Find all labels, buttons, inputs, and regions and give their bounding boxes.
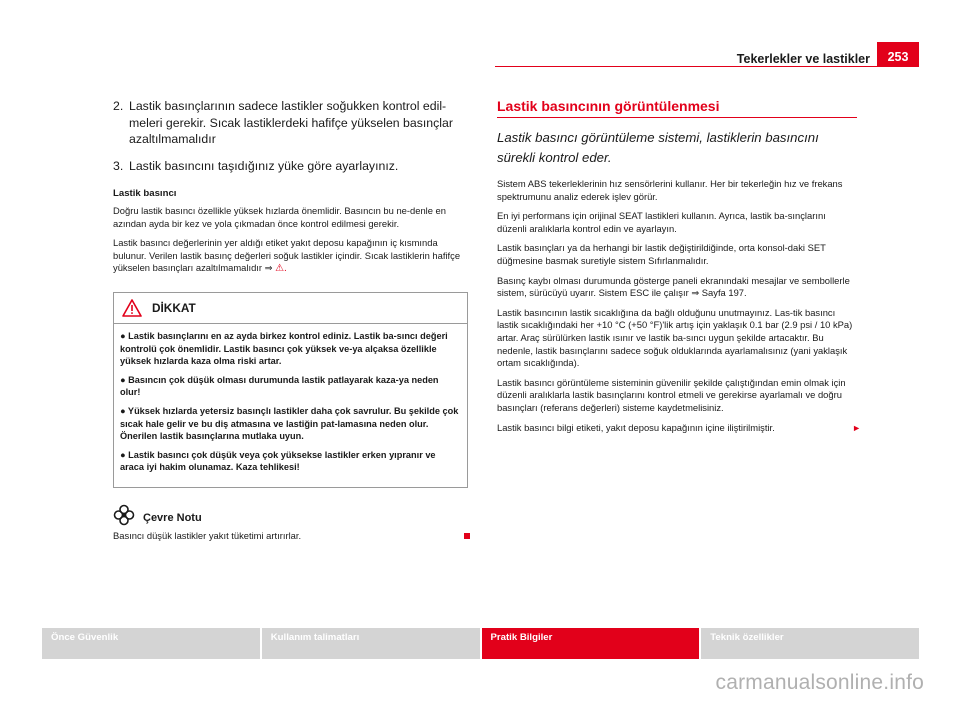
subheading-tire-pressure: Lastik basıncı (113, 188, 177, 199)
environment-note-header (113, 504, 468, 526)
paragraph-text: Lastik basıncı bilgi etiketi, yakıt deposu kapağının içine iliştirilmiştir. (497, 421, 775, 433)
warning-item: ● Lastik basıncı çok düşük veya çok yüksekse lastikler erken yıpranır ve araca iyi hakim olunamaz. Kaza tehlikesi! (120, 449, 436, 473)
tab-kullanim-talimatlari[interactable]: Kullanım talimatları (262, 628, 480, 659)
warning-item: ● Yüksek hızlarda yetersiz basınçlı lastikler daha çok savrulur. Bu şekilde çok sıcak hale gelir ve bu diş atmasına ve lastiğin pat-lamasına neden olur. Önerilen lastik basınçlarına mutlaka uyun. (120, 405, 459, 442)
warning-item: ● Basıncın çok düşük olması durumunda lastik patlayarak kaza-ya neden olur! (120, 374, 439, 398)
paragraph: Lastik basıncının lastik sıcaklığına da bağlı olduğunu unutmayınız. Las-tik basıncı lastik sıcaklığındaki her +10 °C (+50 °F)'lik artış için yaklaşık 0.1 bar (2.9 psi / 10 kPa) artar. Araç sürülürken lastik ısınır ve lastik ba-sıncı uygun şekilde artacaktır. Bu nedenle, lastik basınçlarını sadece soğuk olduklarında ayarlamalısınız (yani yaklaşık ortam sıcaklığında). (497, 306, 853, 369)
step-item (113, 98, 468, 148)
step-text: Lastik basınçlarının sadece lastikler soğukken kontrol edil-meleri gerekir. Sıcak lastiklerdeki hafifçe yükselen basınçlar azaltılmamalıdır (129, 99, 453, 146)
section-title: Lastik basıncının görüntülenmesi (497, 98, 857, 118)
continue-arrow-icon: ► (852, 422, 861, 433)
step-item (113, 158, 468, 175)
paragraph (497, 421, 861, 435)
paragraph: Doğru lastik basıncı özellikle yüksek hızlarda önemlidir. Basıncın bu ne-denle en azından ayda bir kez ve yola çıkmadan önce kontrol edilmesi gerekir. (113, 205, 446, 229)
running-header-title: Tekerlekler ve lastikler (736, 52, 870, 66)
step-text: Lastik basıncını taşıdığınız yüke göre ayarlayınız. (129, 158, 399, 173)
paragraph: Lastik basınçları ya da herhangi bir lastik değiştirildiğinde, orta konsol-daki SET düğmesine basmak suretiyle sistem Sıfırlanmalıdır. (497, 242, 826, 266)
paragraph: Basınç kaybı olması durumunda gösterge paneli ekranındaki mesajlar ve sembollerle sistem, sürücüyü uyarır. Sistem ESC ile çalışır ⇒ Sayfa 197. (497, 274, 850, 299)
warning-item: ● Lastik basınçlarını en az ayda birkez kontrol ediniz. Lastik ba-sıncı değeri kontrolü çok önemlidir. Lastik basıncı çok yüksek ve-ya alçaksa özellikle yüksek hızlarda kaza olma riski artar. (120, 330, 448, 367)
paragraph: Sistem ABS tekerleklerinin hız sensörlerini kullanır. Her bir tekerleğin hız ve frekans spektrumunu analiz ederek işlev görür. (497, 178, 843, 202)
environment-note-text (113, 530, 468, 541)
environment-note-title: Çevre Notu (143, 511, 202, 524)
header-rule (495, 66, 919, 67)
left-column (113, 98, 468, 541)
tab-teknik-ozellikler[interactable]: Teknik özellikler (701, 628, 919, 659)
tab-once-guvenlik[interactable]: Önce Güvenlik (42, 628, 260, 659)
paragraph: En iyi performans için orijinal SEAT lastikleri kullanın. Ayrıca, lastik ba-sınçlarını düzenli aralıklarla kontrol edin ve ayarlayın. (497, 210, 826, 234)
watermark: carmanualsonline.info (715, 671, 924, 694)
end-marker-square (464, 533, 470, 539)
step-number: 3. (113, 158, 124, 173)
flower-icon (113, 504, 135, 526)
warning-header (114, 299, 467, 324)
warning-title: DİKKAT (152, 300, 196, 315)
tab-pratik-bilgiler[interactable]: Pratik Bilgiler (482, 628, 700, 659)
step-number: 2. (113, 99, 124, 113)
warning-box (113, 292, 468, 488)
warning-reference-link[interactable]: ⚠. (275, 263, 287, 275)
paragraph: Lastik basıncı görüntüleme sisteminin güvenilir şekilde çalıştığından emin olmak için düzenli aralıklarla lastik basınçlarını kontrol etmeli ve gerekirse ayarlamalı ve doğru basınçları (referans değerleri) sisteme kaydetmelisiniz. (497, 376, 846, 413)
warning-triangle-icon (122, 299, 142, 317)
lead-text: Lastik basıncı görüntüleme sistemi, lastiklerin basıncını sürekli kontrol eder. (497, 130, 819, 165)
page-number-badge: 253 (877, 42, 919, 66)
paragraph-text: Lastik basıncı değerlerinin yer aldığı etiket yakıt deposu kapağının iç kısmında bulunur. Verilen lastik basınç değerleri soğuk lastikler içindir. Sıcak lastiklerin hafifçe yükselen basınçları azaltılmamalıdır ⇒ (113, 237, 461, 274)
environment-note-body: Basıncı düşük lastikler yakıt tüketimi artırırlar. (113, 529, 302, 541)
right-column (497, 98, 861, 441)
paragraph (113, 237, 468, 276)
footer-nav (42, 628, 919, 659)
